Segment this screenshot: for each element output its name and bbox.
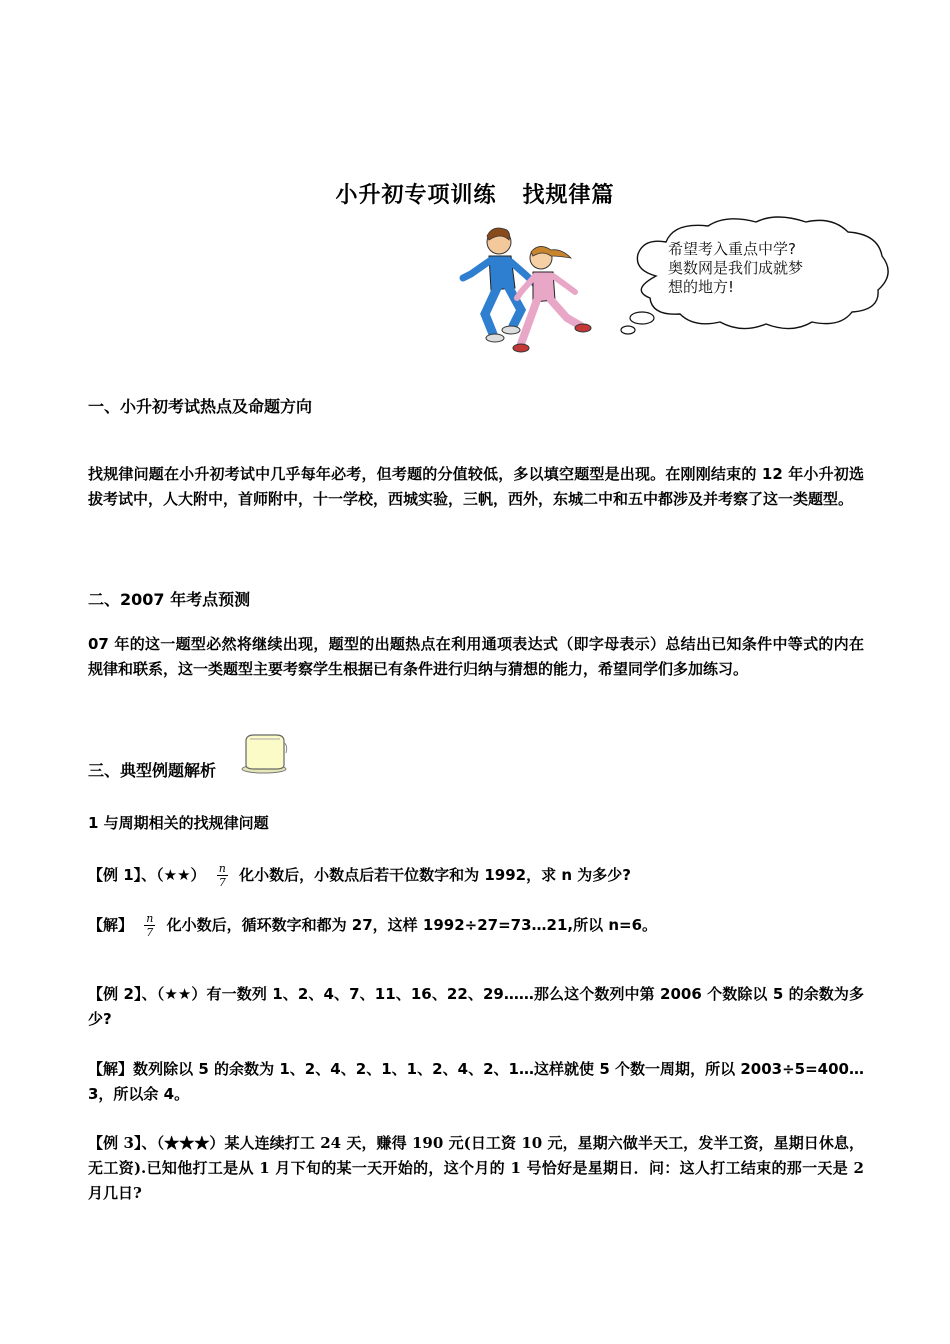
example-2: 【例 2】、（★★）有一数列 1、2、4、7、11、16、22、29……那么这个数列中第 2006 个数除以 5 的余数为多少? bbox=[88, 985, 864, 1028]
bubble-text bbox=[668, 240, 843, 297]
bubble-line-2: 奥数网是我们成就梦 bbox=[668, 259, 804, 277]
fraction-n-over-7 bbox=[144, 912, 155, 939]
example-1-text: 化小数后，小数点后若干位数字和为 1992，求 n 为多少? bbox=[239, 866, 631, 884]
title-part-1: 小升初专项训练 bbox=[335, 183, 497, 208]
section-1-heading: 一、小升初考试热点及命题方向 bbox=[88, 397, 313, 416]
fraction-denominator: 7 bbox=[218, 876, 226, 889]
section-3-heading: 三、典型例题解析 bbox=[88, 761, 217, 780]
example-1-label: 【例 1】、（★★） bbox=[88, 866, 206, 884]
section-2-heading: 二、2007 年考点预测 bbox=[88, 590, 251, 609]
scroll-icon bbox=[240, 733, 290, 775]
solution-2: 【解】数列除以 5 的余数为 1、2、4、2、1、1、2、4、2、1…这样就使 5 个数一周期，所以 2003÷5=400…3，所以余 4。 bbox=[88, 1060, 864, 1103]
solution-1 bbox=[88, 912, 657, 939]
running-kids-illustration bbox=[455, 222, 595, 354]
section-1-body: 找规律问题在小升初考试中几乎每年必考，但考题的分值较低，多以填空题型是出现。在刚刚结束的 12 年小升初选拔考试中，人大附中，首师附中，十一学校，西城实验，三帆，西外，东城二中和五中都涉及并考察了这一类题型。 bbox=[88, 465, 864, 508]
section-2-body: 07 年的这一题型必然将继续出现，题型的出题热点在利用通项表达式（即字母表示）总结出已知条件中等式的内在规律和联系，这一类题型主要考察学生根据已有条件进行归纳与猜想的能力，希望同学们多加练习。 bbox=[88, 635, 864, 678]
fraction-numerator: n bbox=[146, 912, 154, 925]
page-title bbox=[0, 178, 950, 209]
section-3-subheading: 1 与周期相关的找规律问题 bbox=[88, 814, 269, 832]
example-3: 【例 3】、（★★★）某人连续打工 24 天，赚得 190 元(日工资 10 元，星期六做半天工，发半工资，星期日休息，无工资).已知他打工是从 1 月下旬的某一天开始的，这个月的 1 号恰好是星期日．问：这人打工结束的那一天是 2 月几日? bbox=[88, 1134, 864, 1202]
bubble-line-3: 想的地方! bbox=[668, 278, 735, 296]
bubble-line-1: 希望考入重点中学? bbox=[668, 240, 796, 258]
example-1 bbox=[88, 862, 631, 889]
title-part-2: 找规律篇 bbox=[522, 183, 615, 208]
girl-figure bbox=[513, 246, 591, 352]
solution-1-label: 【解】 bbox=[88, 916, 134, 934]
solution-1-text: 化小数后，循环数字和都为 27，这样 1992÷27=73…21,所以 n=6。 bbox=[166, 916, 658, 934]
fraction-numerator: n bbox=[218, 862, 226, 875]
fraction-n-over-7 bbox=[217, 862, 228, 889]
fraction-denominator: 7 bbox=[146, 926, 154, 939]
